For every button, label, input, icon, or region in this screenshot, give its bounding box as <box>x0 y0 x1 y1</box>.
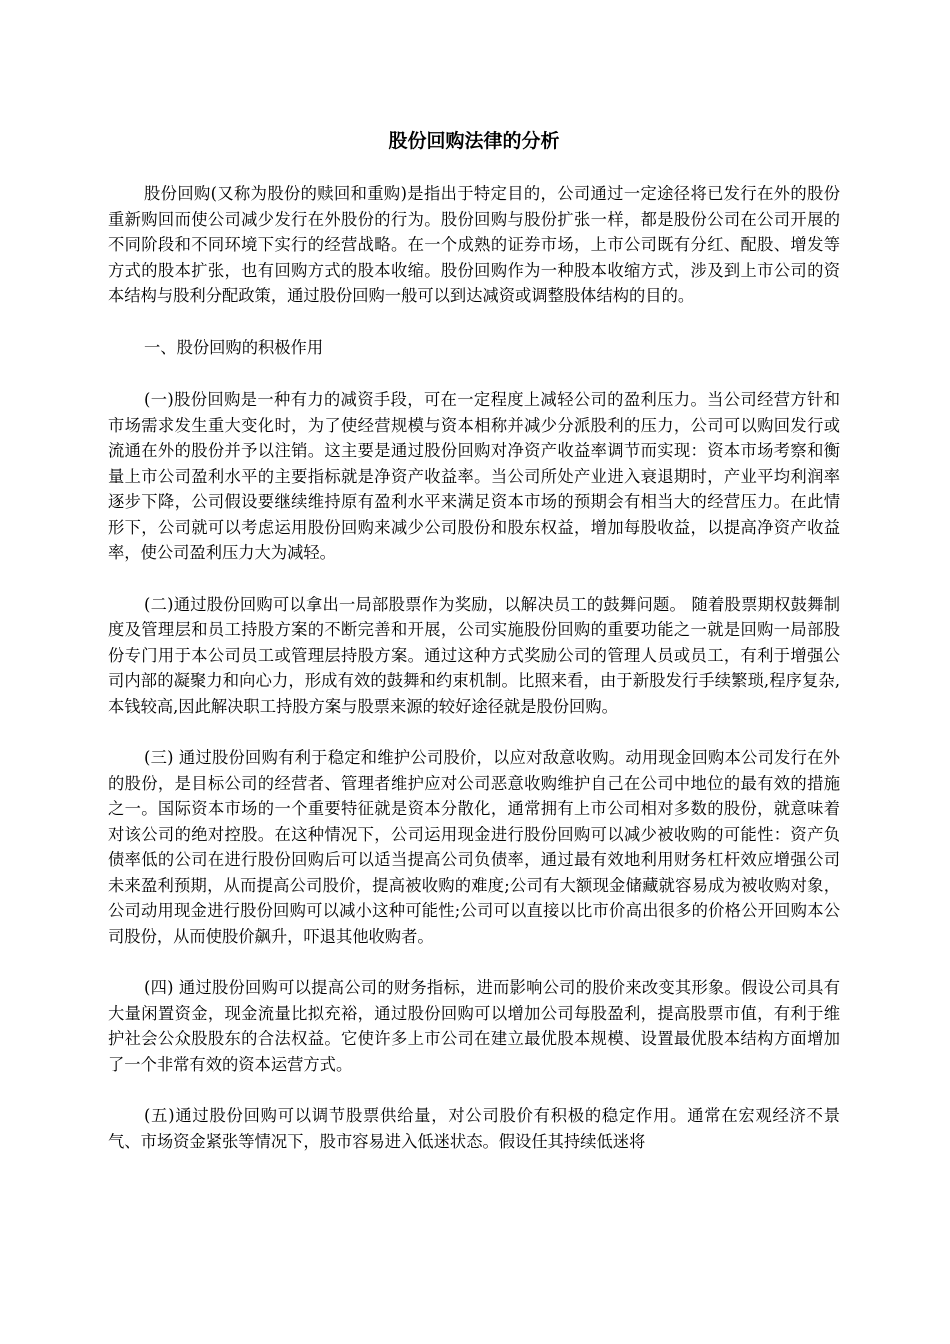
paragraph-point-3: (三) 通过股份回购有利于稳定和维护公司股价，以应对敌意收购。动用现金回购本公司发行在外的股份，是目标公司的经营者、管理者维护应对公司恶意收购维护自己在公司中地位的最有效的措施之一。国际资本市场的一个重要特征就是资本分散化，通常拥有上市公司相对多数的股份，就意味着对该公司的绝对控股。在这种情况下，公司运用现金进行股份回购可以减少被收购的可能性：资产负债率低的公司在进行股份回购后可以适当提高公司负债率，通过最有效地利用财务杠杆效应增强公司未来盈利预期，从而提高公司股价，提高被收购的难度;公司有大额现金储藏就容易成为被收购对象，公司动用现金进行股份回购可以减小这种可能性;公司可以直接以比市价高出很多的价格公开回购本公司股份，从而使股价飙升，吓退其他收购者。 <box>108 748 840 946</box>
paragraph-point-4: (四) 通过股份回购可以提高公司的财务指标，进而影响公司的股价来改变其形象。假设公司具有大量闲置资金，现金流量比拟充裕，通过股份回购可以增加公司每股盈利，提高股票市值，有利于维护社会公众股股东的合法权益。它使许多上市公司在建立最优股本规模、设置最优股本结构方面增加了一个非常有效的资本运营方式。 <box>108 978 840 1074</box>
document-title: 股份回购法律的分析 <box>388 130 560 152</box>
paragraph-point-5: (五)通过股份回购可以调节股票供给量，对公司股价有积极的稳定作用。通常在宏观经济不景气、市场资金紧张等情况下，股市容易进入低迷状态。假设任其持续低迷将 <box>108 1106 840 1151</box>
intro-paragraph: 股份回购(又称为股份的赎回和重购)是指出于特定目的，公司通过一定途径将已发行在外的股份重新购回而使公司减少发行在外股份的行为。股份回购与股份扩张一样，都是股份公司在公司开展的不同阶段和不同环境下实行的经营战略。在一个成熟的证券市场，上市公司既有分红、配股、增发等方式的股本扩张，也有回购方式的股本收缩。股份回购作为一种股本收缩方式，涉及到上市公司的资本结构与股利分配政策，通过股份回购一般可以到达减资或调整股体结构的目的。 <box>108 184 840 305</box>
document-body <box>108 181 840 1180</box>
paragraph-point-2: (二)通过股份回购可以拿出一局部股票作为奖励，以解决员工的鼓舞问题。 随着股票期权鼓舞制度及管理层和员工持股方案的不断完善和开展，公司实施股份回购的重要功能之一就是回购一局部股份专门用于本公司员工或管理层持股方案。通过这种方式奖励公司的管理人员或员工，有利于增强公司内部的凝聚力和向心力，形成有效的鼓舞和约束机制。比照来看，由于新股发行手续繁琐,程序复杂,本钱较高,因此解决职工持股方案与股票来源的较好途径就是股份回购。 <box>108 594 840 716</box>
paragraph-point-1: (一)股份回购是一种有力的减资手段，可在一定程度上减轻公司的盈利压力。当公司经营方针和市场需求发生重大变化时，为了使经营规模与资本相称并减少分派股利的压力，公司可以购回发行或流通在外的股份并予以注销。这主要是通过股份回购对净资产收益率调节而实现：资本市场考察和衡量上市公司盈利水平的主要指标就是净资产收益率。当公司所处产业进入衰退期时，产业平均利润率逐步下降，公司假设要继续维持原有盈利水平来满足资本市场的预期会有相当大的经营压力。在此情形下，公司就可以考虑运用股份回购来减少公司股份和股东权益，增加每股收益，以提高净资产收益率，使公司盈利压力大为减轻。 <box>108 390 840 562</box>
section-heading-1: 一、股份回购的积极作用 <box>144 337 324 357</box>
